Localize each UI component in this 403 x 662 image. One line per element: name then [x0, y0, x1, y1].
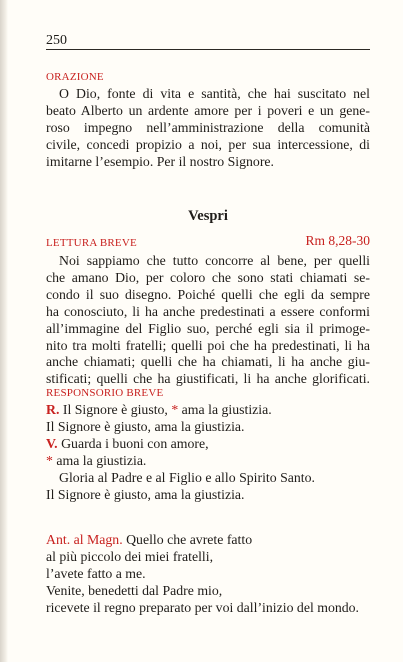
orazione-line: roso impegno nell’amministrazione della comunità: [46, 119, 370, 135]
responsorio-breve: [46, 401, 370, 503]
antiphon-text: Quello che avrete fatto: [126, 532, 253, 547]
vespri-title: Vespri: [188, 208, 228, 224]
page-number: 250: [46, 33, 67, 48]
lettura-breve-text: [46, 253, 370, 388]
asterisk-marker: *: [46, 453, 53, 468]
orazione-line: civile, concedi propizio a noi, per sua intercessione, di: [46, 136, 370, 152]
lettura-line: stificati; quelli che ha giustificati, li ha anche glorificati.: [46, 371, 370, 387]
lettura-line: anche chiamati; quelli che ha chiamati, li ha anche giu-: [46, 354, 370, 370]
antiphon-line: l’avete fatto a me.: [46, 566, 146, 581]
lettura-line: all’immagine del Figlio suo, perché egli sia il primoge-: [46, 320, 370, 336]
lettura-breve-heading: LETTURA BREVE: [46, 237, 137, 249]
page-header: [46, 34, 370, 52]
versicle-symbol: V.: [46, 436, 58, 451]
antiphon-label: Ant. al Magn.: [46, 532, 123, 547]
responsory-text: ama la giustizia.: [178, 402, 272, 417]
lettura-line: condo il suo disegno. Poiché quelli che egli da sempre: [46, 286, 370, 302]
versicle-line: [46, 435, 370, 452]
gloria-line: Gloria al Padre e al Figlio e allo Spirito Santo.: [59, 470, 315, 485]
orazione-prayer: [46, 86, 370, 171]
responsory-text: Il Signore è giusto,: [59, 402, 172, 417]
versicle-text: Guarda i buoni con amore,: [57, 436, 209, 451]
lettura-line: ha conosciuto, li ha anche predestinati a essere conformi: [46, 303, 370, 319]
asterisk-marker: *: [171, 402, 179, 417]
responsory-line: [46, 401, 370, 418]
responsory-line: [46, 452, 370, 469]
responsorio-breve-heading: RESPONSORIO BREVE: [46, 387, 164, 399]
orazione-line: O Dio, fonte di vita e santità, che hai suscitato nel: [59, 86, 370, 101]
lettura-line: che amano Dio, per coloro che sono stati chiamati se-: [46, 269, 370, 285]
header-rule: [46, 49, 370, 50]
orazione-line: imitarne l’esempio. Per il nostro Signore.: [46, 153, 274, 169]
response-symbol: R.: [46, 402, 60, 417]
antiphon-line: ricevete il regno preparato per voi dall’inizio del mondo.: [46, 600, 359, 615]
scripture-reference: Rm 8,28-30: [305, 233, 370, 248]
antiphon-line: al più piccolo dei miei fratelli,: [46, 549, 214, 564]
responsory-line: Il Signore è giusto, ama la giustizia.: [46, 487, 245, 502]
orazione-heading: ORAZIONE: [46, 71, 104, 83]
lettura-line: Noi sappiamo che tutto concorre al bene, per quelli: [59, 253, 370, 268]
responsory-text: ama la giustizia.: [52, 453, 147, 468]
responsory-line: Il Signore è giusto, ama la giustizia.: [46, 419, 245, 434]
lettura-line: nito tra molti fratelli; quelli poi che ha predestinati, li ha: [46, 337, 370, 353]
orazione-line: beato Alberto un ardente amore per i poveri e un gene-: [46, 102, 370, 118]
antiphon-first-line: [46, 531, 370, 548]
page-edge-shadow: [0, 0, 8, 662]
antiphon-line: Venite, benedetti dal Padre mio,: [46, 583, 223, 598]
antifona-magnificat: [46, 531, 370, 616]
